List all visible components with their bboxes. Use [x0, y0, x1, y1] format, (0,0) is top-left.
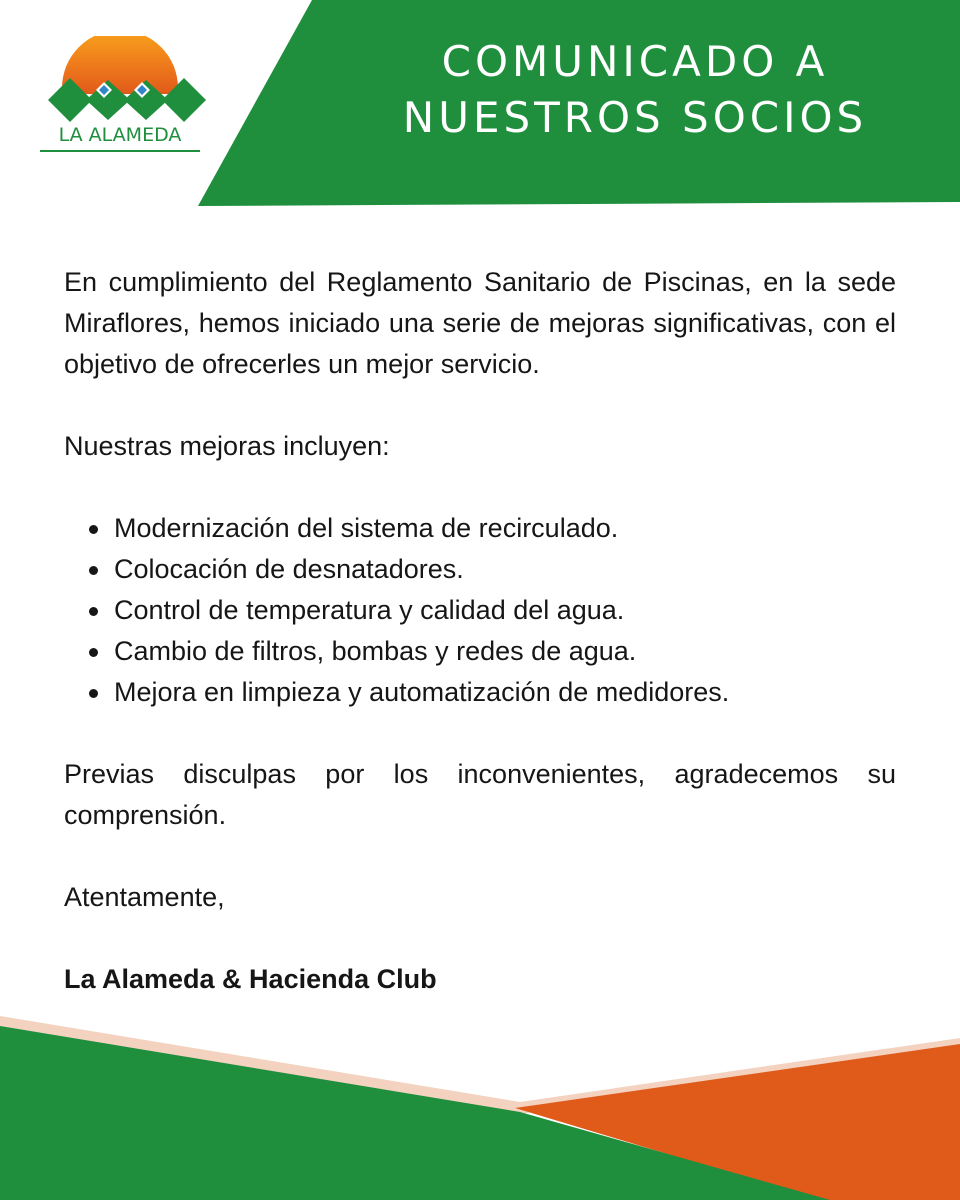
logo-underline — [40, 150, 200, 152]
intro-paragraph: En cumplimiento del Reglamento Sanitario de Piscinas, en la sede Miraflores, hemos iniciado una serie de mejoras significativas, con el objetivo de ofrecerles un mejor servicio. — [64, 267, 896, 379]
list-item: Control de temperatura y calidad del agua. — [64, 590, 896, 631]
announcement-body — [64, 262, 896, 1000]
list-item: Colocación de desnatadores. — [64, 549, 896, 590]
improvements-heading: Nuestras mejoras incluyen: — [64, 431, 390, 461]
list-item: Modernización del sistema de recirculado. — [64, 508, 896, 549]
title-line-2: NUESTROS SOCIOS — [402, 93, 868, 142]
title-line-1: COMUNICADO A — [441, 37, 829, 86]
sun-shape — [62, 36, 178, 94]
improvements-list — [64, 508, 896, 713]
closing-line: Atentamente, — [64, 882, 225, 912]
apology-paragraph: Previas disculpas por los inconvenientes, agradecemos su comprensión. — [64, 759, 896, 830]
page-title — [320, 34, 950, 146]
list-item: Cambio de filtros, bombas y redes de agua. — [64, 631, 896, 672]
list-item: Mejora en limpieza y automatización de medidores. — [64, 672, 896, 713]
footer-decoration — [0, 1010, 960, 1200]
signature: La Alameda & Hacienda Club — [64, 964, 437, 994]
logo-text: LA ALAMEDA — [58, 124, 182, 146]
la-alameda-logo — [34, 36, 206, 158]
